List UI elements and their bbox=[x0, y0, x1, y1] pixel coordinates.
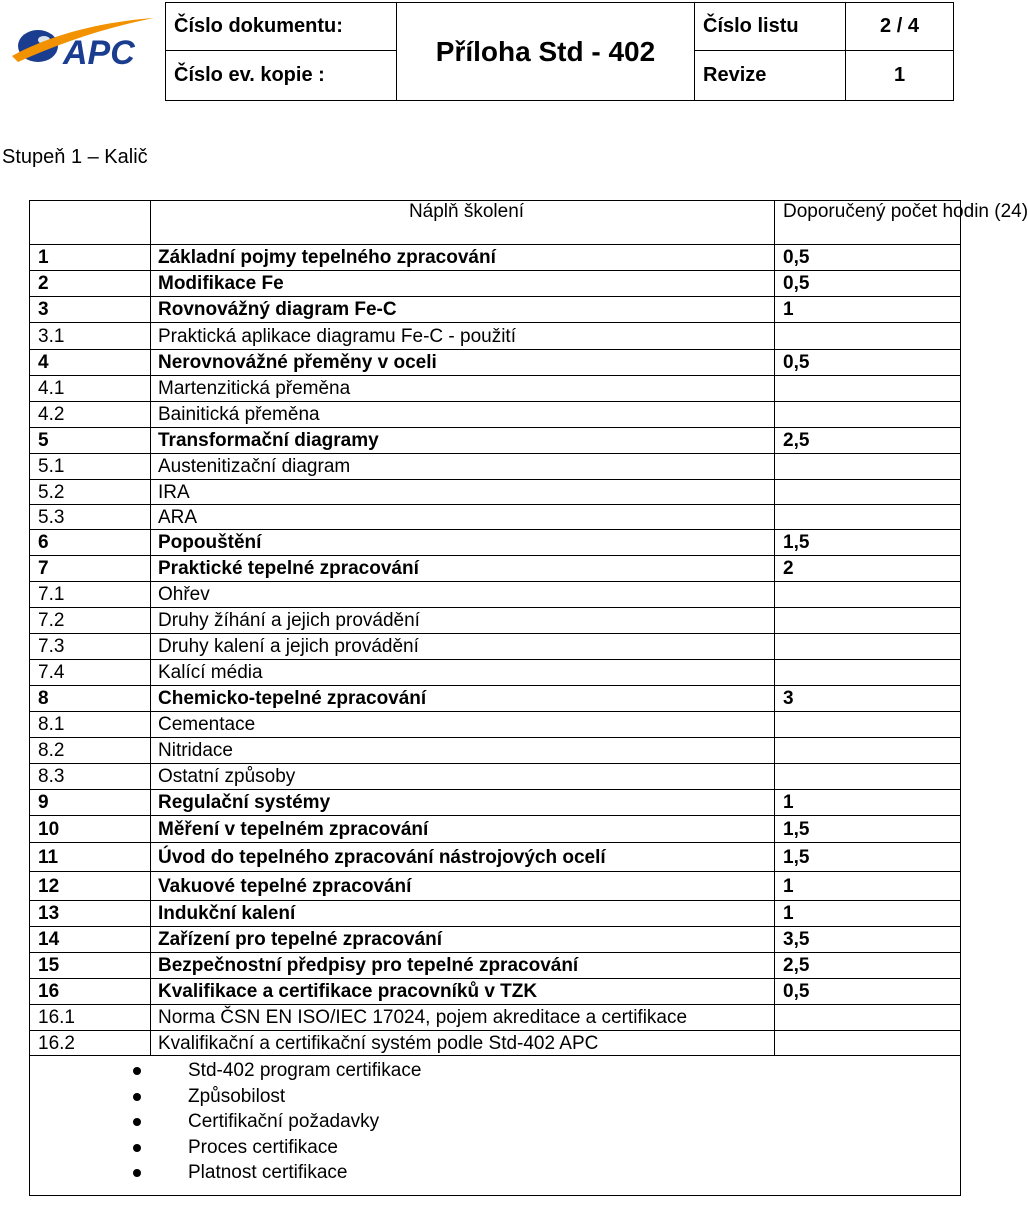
row-hours bbox=[775, 1031, 961, 1056]
document-title: Příloha Std - 402 bbox=[397, 3, 695, 101]
row-topic: Austenitizační diagram bbox=[151, 454, 775, 480]
row-topic: Kalící média bbox=[151, 660, 775, 686]
sheet-label: Číslo listu bbox=[695, 3, 846, 51]
table-row bbox=[30, 901, 961, 927]
row-number: 11 bbox=[30, 843, 151, 872]
row-hours: 0,5 bbox=[775, 350, 961, 376]
table-row bbox=[30, 979, 961, 1005]
table-row bbox=[30, 271, 961, 297]
bullet-item: Std-402 program certifikace bbox=[188, 1058, 960, 1084]
bullet-item: Způsobilost bbox=[188, 1084, 960, 1110]
row-hours: 3,5 bbox=[775, 927, 961, 953]
row-topic: Kvalifikační a certifikační systém podle Std-402 APC bbox=[151, 1031, 775, 1056]
row-number: 4.2 bbox=[30, 402, 151, 428]
row-topic: Nerovnovážné přeměny v oceli bbox=[151, 350, 775, 376]
row-topic: ARA bbox=[151, 505, 775, 530]
row-number: 7.1 bbox=[30, 582, 151, 608]
row-hours bbox=[775, 712, 961, 738]
table-row bbox=[30, 1031, 961, 1056]
row-topic: Bainitická přeměna bbox=[151, 402, 775, 428]
bullet-item: Proces certifikace bbox=[188, 1135, 960, 1161]
row-hours: 1 bbox=[775, 790, 961, 816]
row-hours: 0,5 bbox=[775, 979, 961, 1005]
row-number: 8.3 bbox=[30, 764, 151, 790]
row-number: 5.3 bbox=[30, 505, 151, 530]
row-number: 5.2 bbox=[30, 480, 151, 505]
row-topic: Kvalifikace a certifikace pracovníků v TZK bbox=[151, 979, 775, 1005]
row-number: 7.4 bbox=[30, 660, 151, 686]
row-hours bbox=[775, 764, 961, 790]
row-number: 6 bbox=[30, 530, 151, 556]
row-number: 8.2 bbox=[30, 738, 151, 764]
table-row bbox=[30, 428, 961, 454]
row-topic: IRA bbox=[151, 480, 775, 505]
row-hours bbox=[775, 376, 961, 402]
row-number: 7 bbox=[30, 556, 151, 582]
row-topic: Druhy kalení a jejich provádění bbox=[151, 634, 775, 660]
bullet-item: Platnost certifikace bbox=[188, 1160, 960, 1186]
row-topic: Norma ČSN EN ISO/IEC 17024, pojem akreditace a certifikace bbox=[151, 1005, 775, 1031]
row-hours bbox=[775, 634, 961, 660]
bullet-item: Certifikační požadavky bbox=[188, 1109, 960, 1135]
row-number: 10 bbox=[30, 816, 151, 843]
table-row bbox=[30, 376, 961, 402]
table-header-row bbox=[30, 201, 961, 245]
table-row bbox=[30, 530, 961, 556]
row-hours bbox=[775, 608, 961, 634]
table-row bbox=[30, 245, 961, 271]
row-hours: 1,5 bbox=[775, 843, 961, 872]
row-hours bbox=[775, 402, 961, 428]
row-hours: 3 bbox=[775, 686, 961, 712]
row-hours bbox=[775, 738, 961, 764]
row-topic: Rovnovážný diagram Fe-C bbox=[151, 297, 775, 323]
logo-text: APC bbox=[63, 34, 135, 72]
row-number: 15 bbox=[30, 953, 151, 979]
row-number: 14 bbox=[30, 927, 151, 953]
row-topic: Bezpečnostní předpisy pro tepelné zpracování bbox=[151, 953, 775, 979]
revision-label: Revize bbox=[695, 51, 846, 101]
table-row bbox=[30, 350, 961, 376]
row-topic: Praktické tepelné zpracování bbox=[151, 556, 775, 582]
row-number: 1 bbox=[30, 245, 151, 271]
row-hours bbox=[775, 582, 961, 608]
row-topic: Nitridace bbox=[151, 738, 775, 764]
table-row bbox=[30, 608, 961, 634]
table-row bbox=[30, 402, 961, 428]
table-row bbox=[30, 816, 961, 843]
row-hours: 2,5 bbox=[775, 428, 961, 454]
sheet-value: 2 / 4 bbox=[846, 3, 954, 51]
table-row bbox=[30, 297, 961, 323]
table-row bbox=[30, 927, 961, 953]
row-number: 7.3 bbox=[30, 634, 151, 660]
row-hours: 1,5 bbox=[775, 816, 961, 843]
row-topic: Úvod do tepelného zpracování nástrojových ocelí bbox=[151, 843, 775, 872]
row-number: 8.1 bbox=[30, 712, 151, 738]
row-number: 9 bbox=[30, 790, 151, 816]
row-topic: Druhy žíhání a jejich provádění bbox=[151, 608, 775, 634]
row-hours bbox=[775, 505, 961, 530]
table-row bbox=[30, 764, 961, 790]
table-row bbox=[30, 953, 961, 979]
row-number: 3 bbox=[30, 297, 151, 323]
row-topic: Popouštění bbox=[151, 530, 775, 556]
table-row bbox=[30, 556, 961, 582]
row-topic: Regulační systémy bbox=[151, 790, 775, 816]
row-number: 16.1 bbox=[30, 1005, 151, 1031]
row-topic: Zařízení pro tepelné zpracování bbox=[151, 927, 775, 953]
table-row bbox=[30, 843, 961, 872]
row-number: 2 bbox=[30, 271, 151, 297]
row-hours: 2,5 bbox=[775, 953, 961, 979]
row-hours bbox=[775, 480, 961, 505]
row-number: 3.1 bbox=[30, 323, 151, 350]
row-topic: Martenzitická přeměna bbox=[151, 376, 775, 402]
row-number: 4 bbox=[30, 350, 151, 376]
header-content: Náplň školení bbox=[151, 201, 775, 245]
row-number: 5.1 bbox=[30, 454, 151, 480]
row-hours bbox=[775, 454, 961, 480]
table-row bbox=[30, 634, 961, 660]
table-row bbox=[30, 790, 961, 816]
row-number: 12 bbox=[30, 872, 151, 901]
table-row bbox=[30, 582, 961, 608]
table-row bbox=[30, 660, 961, 686]
row-topic: Měření v tepelném zpracování bbox=[151, 816, 775, 843]
table-row bbox=[30, 1005, 961, 1031]
table-row bbox=[30, 738, 961, 764]
row-hours: 2 bbox=[775, 556, 961, 582]
row-number: 16 bbox=[30, 979, 151, 1005]
row-topic: Ohřev bbox=[151, 582, 775, 608]
row-number: 7.2 bbox=[30, 608, 151, 634]
row-hours: 1 bbox=[775, 297, 961, 323]
row-topic: Chemicko-tepelné zpracování bbox=[151, 686, 775, 712]
row-topic: Ostatní způsoby bbox=[151, 764, 775, 790]
row-hours: 1 bbox=[775, 872, 961, 901]
row-hours bbox=[775, 660, 961, 686]
row-hours bbox=[775, 1005, 961, 1031]
company-logo bbox=[8, 14, 158, 74]
training-table bbox=[29, 200, 1028, 1196]
row-topic: Praktická aplikace diagramu Fe-C - použití bbox=[151, 323, 775, 350]
table-row bbox=[30, 712, 961, 738]
row-topic: Cementace bbox=[151, 712, 775, 738]
copy-number-label: Číslo ev. kopie : bbox=[166, 51, 397, 101]
row-hours bbox=[775, 323, 961, 350]
row-number: 16.2 bbox=[30, 1031, 151, 1056]
row-topic: Indukční kalení bbox=[151, 901, 775, 927]
doc-number-label: Číslo dokumentu: bbox=[166, 3, 397, 51]
row-topic: Vakuové tepelné zpracování bbox=[151, 872, 775, 901]
row-hours: 0,5 bbox=[775, 271, 961, 297]
row-number: 8 bbox=[30, 686, 151, 712]
document-header bbox=[165, 2, 954, 101]
header-empty-cell bbox=[30, 201, 151, 245]
table-row bbox=[30, 323, 961, 350]
certification-bullet-list bbox=[38, 1058, 960, 1186]
row-hours: 0,5 bbox=[775, 245, 961, 271]
stage-title: Stupeň 1 – Kalič bbox=[2, 146, 148, 168]
table-row bbox=[30, 480, 961, 505]
table-row bbox=[30, 505, 961, 530]
row-topic: Základní pojmy tepelného zpracování bbox=[151, 245, 775, 271]
revision-value: 1 bbox=[846, 51, 954, 101]
row-number: 5 bbox=[30, 428, 151, 454]
row-hours: 1,5 bbox=[775, 530, 961, 556]
row-topic: Transformační diagramy bbox=[151, 428, 775, 454]
table-row bbox=[30, 872, 961, 901]
row-number: 13 bbox=[30, 901, 151, 927]
header-hours: Doporučený počet hodin (24) bbox=[775, 201, 961, 245]
bullets-row bbox=[30, 1056, 961, 1196]
row-hours: 1 bbox=[775, 901, 961, 927]
row-number: 4.1 bbox=[30, 376, 151, 402]
table-row bbox=[30, 686, 961, 712]
row-topic: Modifikace Fe bbox=[151, 271, 775, 297]
table-row bbox=[30, 454, 961, 480]
